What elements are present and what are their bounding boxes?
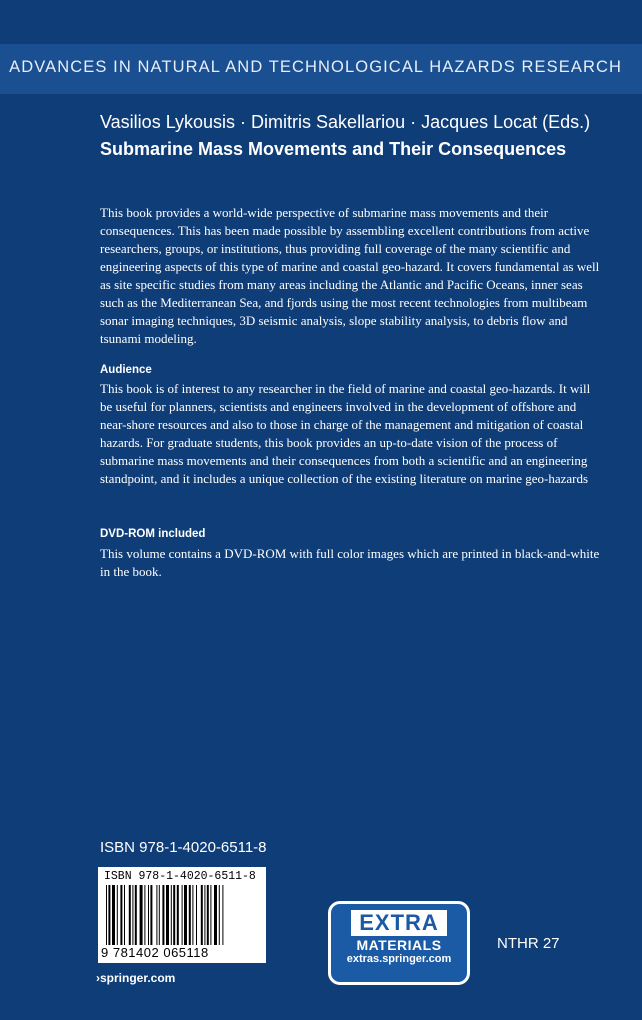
barcode-bar (182, 885, 183, 945)
barcode-bar (177, 885, 179, 945)
barcode-bar (189, 885, 191, 945)
barcode-bar (156, 885, 157, 945)
materials-label: MATERIALS (356, 937, 442, 953)
barcode-bar (108, 885, 110, 945)
book-title: Submarine Mass Movements and Their Consequences (100, 139, 567, 159)
barcode-bar (144, 885, 145, 945)
dvd-heading: DVD-ROM included (100, 528, 206, 540)
barcode-isbn: ISBN 978-1-4020-6511-8 (104, 870, 256, 883)
barcode (98, 867, 266, 963)
barcode-bar (222, 885, 223, 945)
barcode-bar (171, 885, 172, 945)
series-banner (0, 44, 642, 94)
barcode-bar (214, 885, 217, 945)
extras-url: extras.springer.com (346, 953, 452, 965)
springer-link[interactable]: ›springer.com (96, 971, 176, 985)
barcode-bar (148, 885, 149, 945)
dvd-paragraph: This volume contains a DVD-ROM with full color images which are printed in black-and-white in the book. (100, 546, 600, 579)
intro-paragraph: This book provides a world-wide perspective of submarine mass movements and their consequences. This has been made possible by assembling excellent contributions from active researchers, groups, or institutions, thus providing full coverage of the many scientific and engineering aspects of this type of marine and coastal geo-hazard. It covers fundamental as well as site specific studies from many areas including the Atlantic and Pacific Oceans, inner seas such as the Mediterranean Sea, and fjords using the most recent technologies from multibeam sonar imaging techniques, 3D seismic analysis, slope stability analysis, to debris flow and tsunami modeling. (100, 205, 600, 346)
barcode-bar (162, 885, 164, 945)
extra-materials-badge[interactable] (328, 901, 470, 985)
barcode-bar (196, 885, 197, 945)
barcode-bar (135, 885, 137, 945)
barcode-bar (159, 885, 160, 945)
barcode-digits: 9 781402 065118 (101, 945, 209, 960)
barcode-bar (129, 885, 131, 945)
barcode-bar (124, 885, 125, 945)
editors: Vasilios Lykousis · Dimitris Sakellariou · Jacques Locat (Eds.) (100, 112, 591, 132)
barcode-bars (104, 885, 260, 945)
barcode-bar (112, 885, 115, 945)
barcode-bar (219, 885, 220, 945)
series-title: ADVANCES IN NATURAL AND TECHNOLOGICAL HAZARDS RESEARCH (9, 58, 622, 76)
barcode-bar (210, 885, 211, 945)
barcode-bar (140, 885, 143, 945)
barcode-bar (120, 885, 122, 945)
barcode-bar (150, 885, 152, 945)
isbn-text: ISBN 978-1-4020-6511-8 (100, 839, 267, 856)
barcode-bar (166, 885, 169, 945)
barcode-bar (117, 885, 118, 945)
barcode-bar (192, 885, 193, 945)
barcode-bar (184, 885, 187, 945)
barcode-bar (204, 885, 205, 945)
audience-heading: Audience (100, 364, 152, 376)
barcode-bar (173, 885, 175, 945)
barcode-bar (201, 885, 203, 945)
extra-label: EXTRA (351, 910, 447, 936)
series-code: NTHR 27 (497, 935, 560, 952)
barcode-bar (106, 885, 107, 945)
barcode-bar (207, 885, 209, 945)
barcode-bar (132, 885, 133, 945)
audience-paragraph: This book is of interest to any researcher in the field of marine and coastal geo-hazards. It will be useful for planners, scientists and engineers involved in the development of offshore and near-shore resources and also to those in charge of the management and mitigation of coastal hazards. For graduate students, this book provides an up-to-date vision of the process of submarine mass movements and their consequences from both a scientific and an engineering standpoint, and it includes a unique collection of the existing literature on marine geo-hazards (100, 381, 591, 486)
